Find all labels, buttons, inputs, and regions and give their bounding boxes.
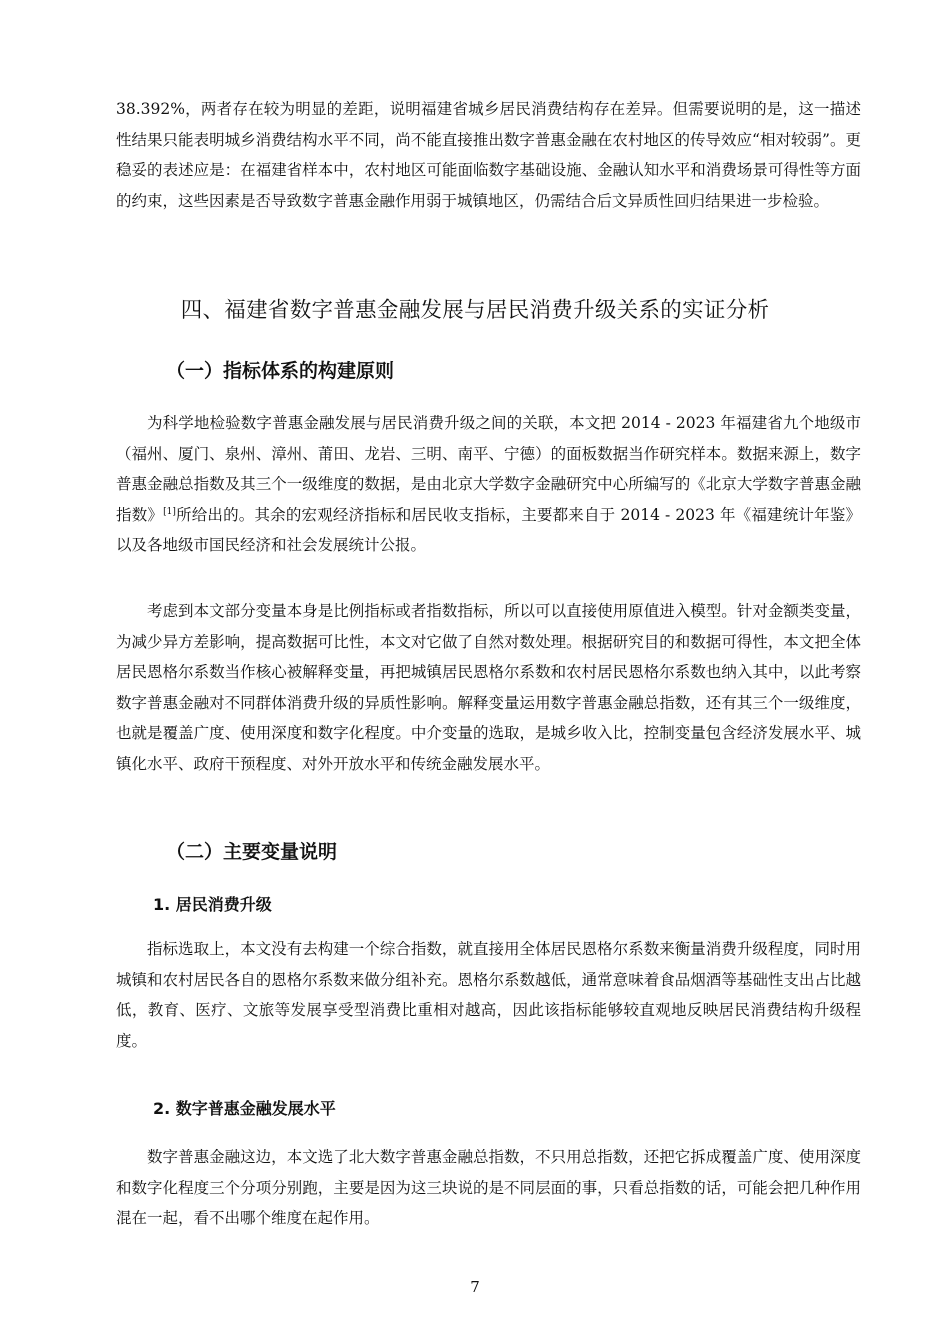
citation-ref: [1]: [163, 506, 176, 517]
paragraph-sample-data-part1: 为科学地检验数字普惠金融发展与居民消费升级之间的关联，本文把 2014 - 2023 年福建省九个地级市（福州、厦门、泉州、漳州、莆田、龙岩、三明、南平、宁德）的面板数据当作研究样本。数据来源上，数字普惠金融总指数及其三个一级维度的数据，是由北京大学数字金融研究中心所编写的《北京大学数字普惠金融指数》: [116, 414, 861, 524]
section-heading: 四、福建省数字普惠金融发展与居民消费升级关系的实证分析: [180, 298, 770, 323]
paragraph-consumption-upgrade: 指标选取上，本文没有去构建一个综合指数，就直接用全体居民恩格尔系数来衡量消费升级程度，同时用城镇和农村居民各自的恩格尔系数来做分组补充。恩格尔系数越低，通常意味着食品烟酒等基础性支出占比越低，教育、医疗、文旅等发展享受型消费比重相对越高，因此该指标能够较直观地反映居民消费结构升级程度。: [116, 940, 861, 1050]
subsection-heading-1: （一）指标体系的构建原则: [166, 360, 395, 382]
item-heading-1: 1. 居民消费升级: [153, 895, 272, 914]
subsection-heading-2: （二）主要变量说明: [166, 841, 338, 863]
paragraph-digital-finance: 数字普惠金融这边，本文选了北大数字普惠金融总指数，不只用总指数，还把它拆成覆盖广度、使用深度和数字化程度三个分项分别跑，主要是因为这三块说的是不同层面的事，只看总指数的话，可能会把几种作用混在一起，看不出哪个维度在起作用。: [116, 1148, 861, 1227]
paragraph-variable-processing: 考虑到本文部分变量本身是比例指标或者指数指标，所以可以直接使用原值进入模型。针对金额类变量，为减少异方差影响，提高数据可比性，本文对它做了自然对数处理。根据研究目的和数据可得性，本文把全体居民恩格尔系数当作核心被解释变量，再把城镇居民恩格尔系数和农村居民恩格尔系数也纳入其中，以此考察数字普惠金融对不同群体消费升级的异质性影响。解释变量运用数字普惠金融总指数，还有其三个一级维度，也就是覆盖广度、使用深度和数字化程度。中介变量的选取，是城乡收入比，控制变量包含经济发展水平、城镇化水平、政府干预程度、对外开放水平和传统金融发展水平。: [116, 602, 861, 773]
paragraph-sample-data: [116, 408, 861, 561]
paragraph-sample-data-part2: 所给出的。其余的宏观经济指标和居民收支指标，主要都来自于 2014 - 2023 年《福建统计年鉴》以及各地级市国民经济和社会发展统计公报。: [116, 505, 861, 554]
paragraph-continued: 38.392%，两者存在较为明显的差距，说明福建省城乡居民消费结构存在差异。但需要说明的是，这一描述性结果只能表明城乡消费结构水平不同，尚不能直接推出数字普惠金融在农村地区的传导效应“相对较弱”。更稳妥的表述应是：在福建省样本中，农村地区可能面临数字基础设施、金融认知水平和消费场景可得性等方面的约束，这些因素是否导致数字普惠金融作用弱于城镇地区，仍需结合后文异质性回归结果进一步检验。: [116, 100, 861, 210]
item-heading-2: 2. 数字普惠金融发展水平: [153, 1099, 336, 1118]
page-number: 7: [470, 1278, 480, 1296]
